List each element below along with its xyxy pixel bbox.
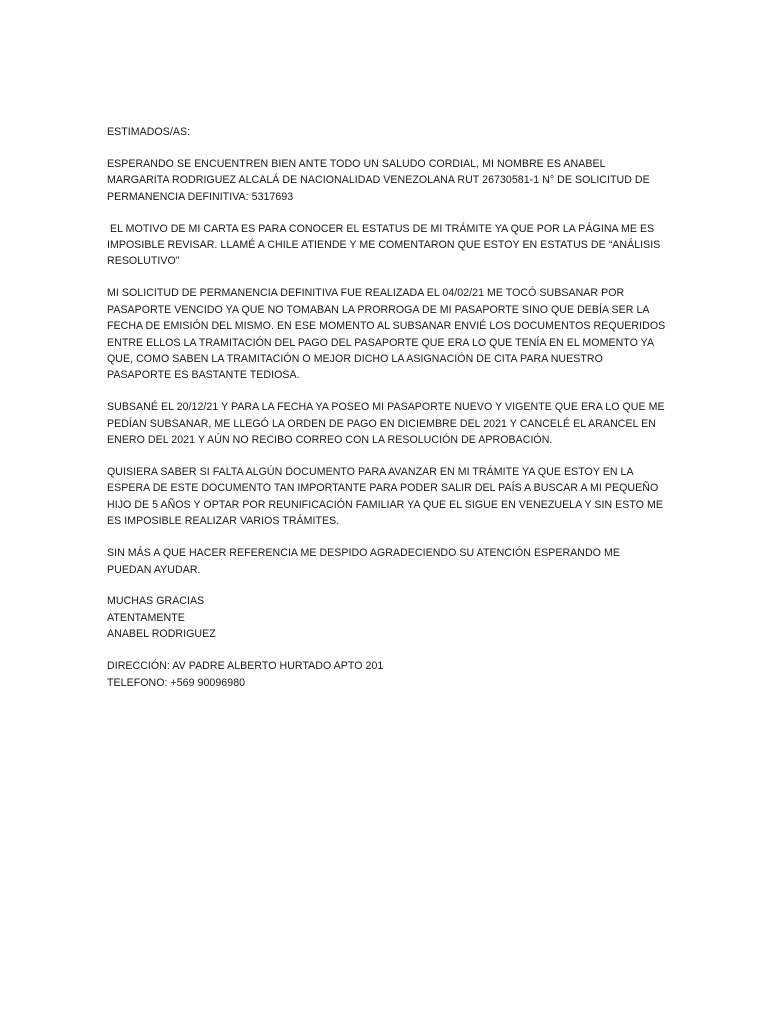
closing-regards: ATENTAMENTE <box>107 611 185 624</box>
contact-phone: TELEFONO: +569 90096980 <box>107 676 246 689</box>
paragraph-application-history: MI SOLICITUD DE PERMANENCIA DEFINITIVA FUE REALIZADA EL 04/02/21 ME TOCÓ SUBSANAR POR PASAPORTE VENCIDO YA QUE NO TOMABAN LA PRORROGA DE MI PASAPORTE SINO QUE DEBÍA SER LA FECHA DE EMISIÓN DEL MISMO. EN ESE MOMENTO AL SUBSANAR ENVIÉ LOS DOCUMENTOS REQUERIDOS ENTRE ELLOS LA TRAMITACIÓN DEL PAGO DEL PASAPORTE QUE ERA LO QUE TENÍA EN EL MOMENTO YA QUE, COMO SABEN LA TRAMITACIÓN O MEJOR DICHO LA ASIGNACIÓN DE CITA PARA NUESTRO PASAPORTE ES BASTANTE TEDIOSA. <box>107 287 669 382</box>
contact-address: DIRECCIÓN: AV PADRE ALBERTO HURTADO APTO 201 <box>107 660 384 673</box>
signature-block <box>107 593 667 642</box>
paragraph-introduction: ESPERANDO SE ENCUENTREN BIEN ANTE TODO UN SALUDO CORDIAL, MI NOMBRE ES ANABEL MARGARITA RODRIGUEZ ALCALÁ DE NACIONALIDAD VENEZOLANA RUT 26730581-1 N° DE SOLICITUD DE PERMANENCIA DEFINITIVA: 5317693 <box>107 157 653 203</box>
paragraph-correction-status: SUBSANÉ EL 20/12/21 Y PARA LA FECHA YA POSEO MI PASAPORTE NUEVO Y VIGENTE QUE ERA LO QUE ME PEDÍAN SUBSANAR, ME LLEGÓ LA ORDEN DE PAGO EN DICIEMBRE DEL 2021 Y CANCELÉ EL ARANCEL EN ENERO DEL 2021 Y AÚN NO RECIBO CORREO CON LA RESOLUCIÓN DE APROBACIÓN. <box>107 401 668 447</box>
paragraph-farewell: SIN MÁS A QUE HACER REFERENCIA ME DESPIDO AGRADECIENDO SU ATENCIÓN ESPERANDO ME PUEDAN AYUDAR. <box>107 547 623 576</box>
contact-block <box>107 658 667 691</box>
paragraph-request: QUISIERA SABER SI FALTA ALGÚN DOCUMENTO PARA AVANZAR EN MI TRÁMITE YA QUE ESTOY EN LA ESPERA DE ESTE DOCUMENTO TAN IMPORTANTE PARA PODER SALIR DEL PAÍS A BUSCAR A MI PEQUEÑO HIJO DE 5 AÑOS Y OPTAR POR REUNIFICACIÓN FAMILIAR YA QUE EL SIGUE EN VENEZUELA Y SIN ESTO ME ES IMPOSIBLE REALIZAR VARIOS TRÁMITES. <box>107 466 667 528</box>
paragraph-reason: EL MOTIVO DE MI CARTA ES PARA CONOCER EL ESTATUS DE MI TRÁMITE YA QUE POR LA PÁGINA ME ES IMPOSIBLE REVISAR. LLAMÉ A CHILE ATIENDE Y ME COMENTARON QUE ESTOY EN ESTATUS DE “ANÁLISIS RESOLUTIVO” <box>107 222 664 268</box>
letter-greeting: ESTIMADOS/AS: <box>107 126 191 138</box>
signer-name: ANABEL RODRIGUEZ <box>107 628 216 641</box>
letter-body <box>107 124 667 706</box>
closing-thanks: MUCHAS GRACIAS <box>107 595 205 608</box>
